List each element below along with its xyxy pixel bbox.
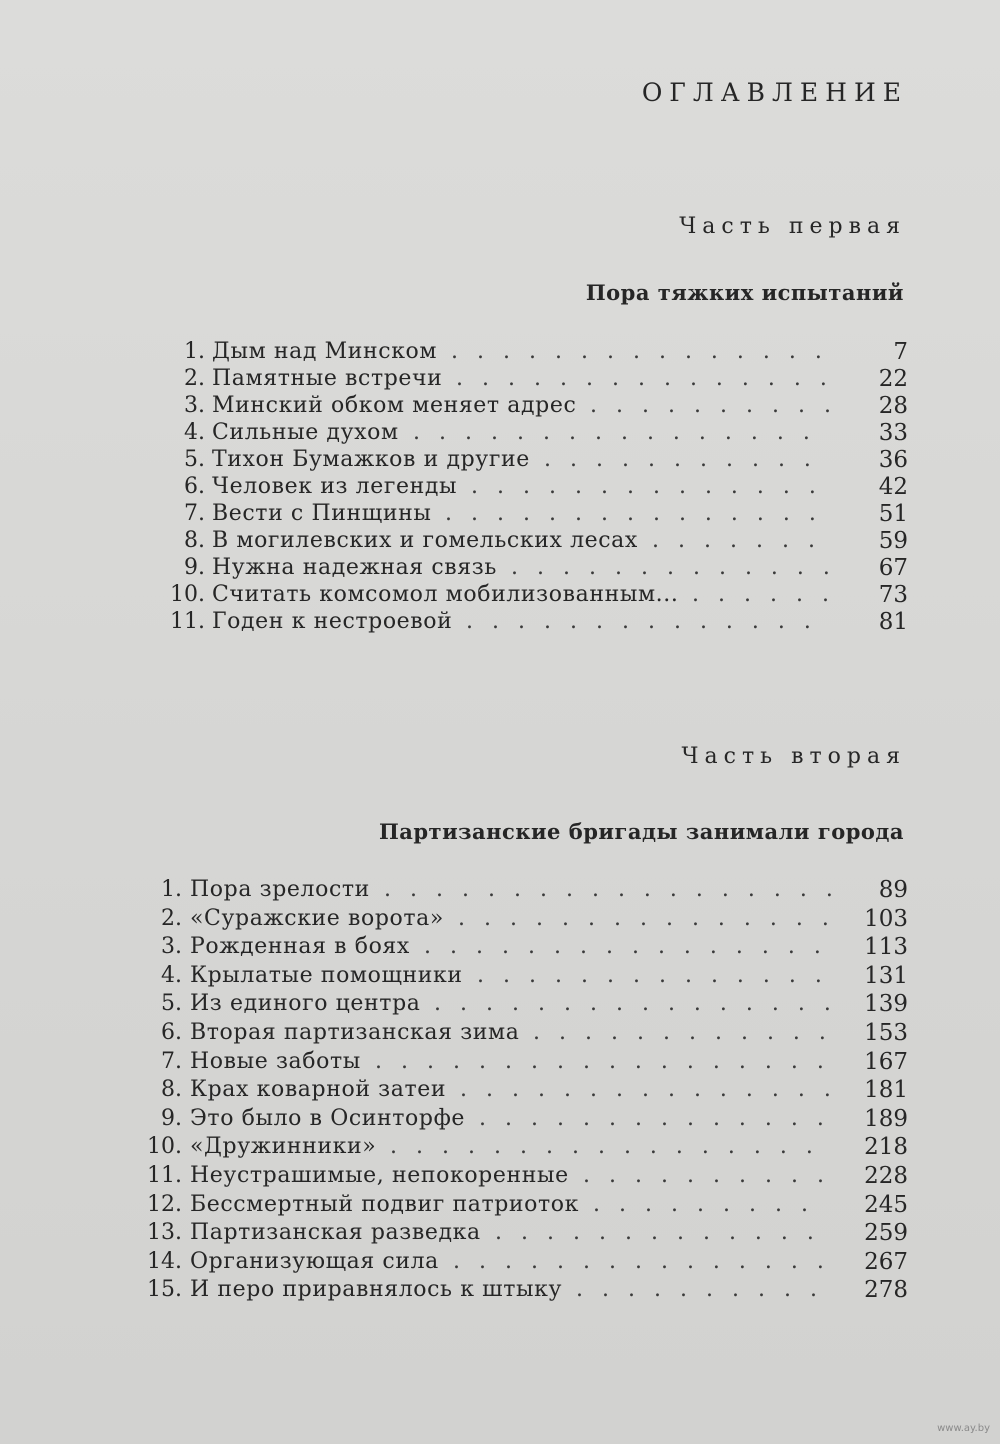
toc-entry-number: 15. [147,1277,182,1303]
toc-entry-title: «Дружинники» [190,1134,377,1160]
toc-entry [0,1133,1000,1161]
toc-entry-title: Тихон Бумажков и другие [212,447,530,472]
toc-entry-page: 42 [878,474,908,500]
toc-entry-number: 4. [184,420,205,445]
toc-leader-dots: .......... [576,1277,836,1303]
toc-entry-page: 167 [864,1048,908,1075]
part-two-label: Часть вторая [681,744,906,769]
toc-entry-title: Это было в Осинторфе [190,1105,466,1131]
toc-entry-number: 11. [170,609,205,634]
toc-leader-dots: ................ [434,991,850,1017]
toc-entry-title: Крылатые помощники [190,962,463,988]
toc-entry [0,1219,1000,1247]
toc-leader-dots: ....... [652,528,834,553]
toc-entry [0,1162,1000,1190]
toc-leader-dots: ...... [692,582,848,607]
toc-entry-title: Годен к нестроевой [212,609,453,634]
toc-entry [0,1105,1000,1133]
toc-entry-page: 67 [878,555,908,581]
toc-entry-page: 33 [878,420,908,446]
toc-leader-dots: ............... [458,905,848,931]
toc-entry-page: 22 [878,366,908,392]
toc-entry-title: Партизанская разведка [190,1220,481,1246]
toc-entry [0,338,1000,366]
toc-entry-title: Из единого центра [190,991,421,1017]
toc-entry-number: 1. [161,877,182,902]
toc-entry-page: 113 [864,934,908,961]
toc-entry-number: 6. [161,1020,182,1045]
toc-entry-title: Вести с Пинщины [212,501,432,526]
toc-entry-title: Пора зрелости [190,877,370,902]
toc-leader-dots: .................. [375,1048,843,1074]
toc-entry-page: 36 [878,447,908,473]
toc-entry-number: 3. [161,934,182,960]
toc-entry-number: 10. [170,582,205,607]
toc-entry-number: 5. [161,991,182,1017]
toc-leader-dots: ............... [456,366,846,391]
part-one-section-title: Пора тяжких испытаний [585,280,904,305]
toc-leader-dots: ................. [390,1134,832,1160]
toc-entry-title: Организующая сила [190,1248,439,1274]
toc-entry-title: Памятные встречи [212,366,443,391]
toc-entry-title: Новые заботы [190,1048,361,1074]
toc-entry-number: 4. [161,962,182,988]
toc-entry-page: 89 [878,877,908,903]
toc-entry [0,905,1000,933]
page-title: ОГЛАВЛЕНИЕ [641,78,908,107]
toc-entry [0,990,1000,1018]
toc-entry-number: 6. [184,474,205,499]
toc-entry [0,554,1000,582]
toc-entry-page: 267 [864,1248,908,1275]
toc-leader-dots: ............... [451,339,841,364]
toc-entry-number: 9. [184,555,205,580]
toc-entry [0,473,1000,501]
toc-entry-number: 10. [147,1134,182,1160]
toc-leader-dots: ............. [495,1220,833,1246]
toc-entry [0,500,1000,528]
toc-entry [0,527,1000,555]
part-two-section-title: Партизанские бригады занимали города [378,819,904,844]
toc-entry-title: Вторая партизанская зима [190,1020,520,1045]
toc-leader-dots: ............... [453,1248,843,1274]
toc-entry-number: 14. [147,1248,182,1274]
toc-entry [0,608,1000,636]
toc-entry-title: И перо приравнялось к штыку [190,1277,563,1303]
toc-entry-title: Дым над Минском [212,339,438,364]
toc-entry [0,419,1000,447]
toc-entry [0,933,1000,961]
toc-entry-page: 228 [864,1163,908,1189]
toc-leader-dots: .............. [466,609,830,634]
toc-entry-title: Крах коварной затеи [190,1077,447,1103]
toc-entry-page: 278 [864,1277,908,1304]
toc-leader-dots: .......... [583,1163,843,1188]
toc-entry-number: 8. [161,1077,182,1103]
toc-entry [0,581,1000,609]
toc-leader-dots: .............. [471,474,835,499]
toc-entry-title: Неустрашимые, непокоренные [190,1163,569,1188]
toc-leader-dots: .............. [477,962,841,988]
part-one-label: Часть первая [679,214,906,239]
toc-entry-number: 8. [184,528,205,553]
toc-entry [0,1191,1000,1219]
toc-entry-title: Сильные духом [212,420,399,445]
toc-leader-dots: ............. [511,555,849,580]
toc-leader-dots: ............ [533,1020,845,1045]
toc-entry-title: Бессмертный подвиг патриоток [190,1191,579,1217]
toc-entry [0,1048,1000,1076]
toc-leader-dots: ................ [424,934,840,960]
toc-entry-page: 189 [864,1105,908,1132]
toc-leader-dots: ............... [445,501,835,526]
toc-entry [0,446,1000,474]
toc-entry-number: 1. [184,339,205,364]
toc-entry-number: 3. [184,393,205,418]
toc-entry [0,1276,1000,1304]
toc-entry-number: 2. [161,905,182,931]
toc-leader-dots: .............. [479,1105,843,1131]
toc-entry-page: 51 [878,501,908,527]
toc-entry-number: 5. [184,447,205,472]
toc-entry [0,392,1000,420]
toc-entry-page: 103 [864,905,908,932]
toc-entry-page: 131 [864,962,908,989]
toc-entry-page: 153 [864,1020,908,1046]
toc-leader-dots: ............... [460,1077,850,1103]
toc-entry [0,1076,1000,1104]
toc-entry [0,1248,1000,1276]
toc-entry-title: «Суражские ворота» [190,905,444,931]
toc-entry [0,962,1000,990]
toc-entry-page: 73 [878,582,908,608]
toc-entry-page: 28 [878,393,908,419]
toc-entry [0,365,1000,393]
toc-entry-page: 7 [893,339,908,365]
toc-entry-number: 2. [184,366,205,391]
toc-entry-title: Рожденная в боях [190,934,410,960]
toc-entry [0,876,1000,904]
toc-leader-dots: .................. [384,877,852,902]
toc-entry-page: 259 [864,1220,908,1247]
toc-entry-page: 59 [878,528,908,554]
toc-entry-number: 9. [161,1105,182,1131]
toc-leader-dots: .......... [590,393,850,418]
toc-leader-dots: ........... [544,447,830,472]
toc-entry-page: 245 [864,1191,908,1218]
toc-entry-title: Человек из легенды [212,474,458,499]
toc-leader-dots: ................ [413,420,829,445]
toc-entry-page: 181 [864,1077,908,1104]
toc-entry-title: Нужна надежная связь [212,555,497,580]
toc-entry-page: 81 [878,609,908,635]
toc-entry-title: В могилевских и гомельских лесах [212,528,638,553]
toc-entry-number: 7. [161,1048,182,1074]
toc-entry-number: 12. [147,1191,182,1217]
toc-entry [0,1019,1000,1047]
toc-leader-dots: ......... [593,1191,827,1217]
toc-entry-number: 11. [147,1163,182,1188]
toc-entry-page: 139 [864,991,908,1018]
watermark: www.ay.by [937,1423,990,1434]
toc-entry-title: Минский обком меняет адрес [212,393,577,418]
toc-entry-title: Считать комсомол мобилизованным... [212,582,679,607]
toc-entry-number: 7. [184,501,205,526]
toc-entry-number: 13. [147,1220,182,1246]
toc-entry-page: 218 [864,1134,908,1161]
